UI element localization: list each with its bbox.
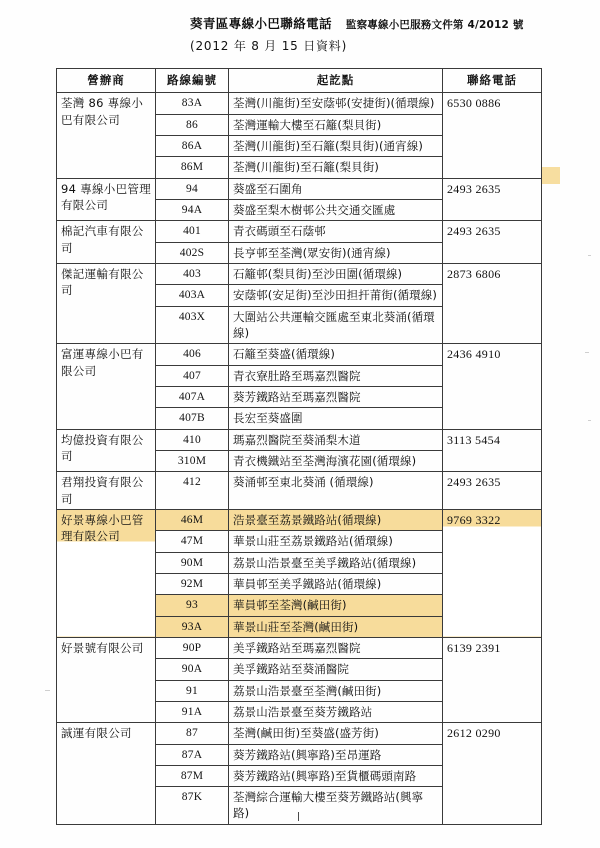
table-row — [57, 637, 542, 658]
origin-destination-cell: 葵盛至梨木樹邨公共交通交匯處 — [229, 199, 443, 220]
origin-destination-cell: 華員邨至美孚鐵路站(循環線) — [229, 573, 443, 594]
table-row — [57, 221, 542, 242]
route-number-cell: 86 — [156, 114, 229, 135]
origin-destination-cell: 荃灣(川龍街)至石籬(梨貝街)(通宵線) — [229, 135, 443, 156]
route-number-cell: 93A — [156, 616, 229, 637]
table-row — [57, 472, 542, 510]
column-header-operator: 營辦商 — [57, 69, 156, 93]
minibus-routes-table — [56, 68, 542, 825]
route-number-cell: 87 — [156, 723, 229, 744]
origin-destination-cell: 葵芳鐵路站(興寧路)至昂運路 — [229, 744, 443, 765]
table-body — [57, 93, 542, 824]
route-number-cell: 403A — [156, 285, 229, 306]
route-number-cell: 403X — [156, 306, 229, 344]
route-number-cell: 94 — [156, 178, 229, 199]
route-number-cell: 407 — [156, 365, 229, 386]
route-number-cell: 92M — [156, 573, 229, 594]
origin-destination-cell: 華景山莊至荃灣(鹹田街) — [229, 616, 443, 637]
route-number-cell: 47M — [156, 531, 229, 552]
route-number-cell: 410 — [156, 429, 229, 450]
operator-cell: 好景專線小巴管理有限公司 — [57, 509, 156, 637]
origin-destination-cell: 華景山莊至荔景鐵路站(循環線) — [229, 531, 443, 552]
telephone-cell: 2493 2635 — [443, 221, 542, 264]
page-footer-tick — [298, 812, 299, 821]
route-number-cell: 403 — [156, 263, 229, 284]
column-header-telephone: 聯絡電話 — [443, 69, 542, 93]
document-heading — [56, 14, 556, 54]
origin-destination-cell: 浩景臺至荔景鐵路站(循環線) — [229, 509, 443, 530]
origin-destination-cell: 荃灣(川龍街)至安蔭邨(安捷街)(循環線) — [229, 93, 443, 114]
origin-destination-cell: 美孚鐵路站至葵涌醫院 — [229, 659, 443, 680]
scan-speck — [588, 255, 591, 256]
origin-destination-cell: 荃灣(鹹田街)至葵盛(盛芳街) — [229, 723, 443, 744]
operator-cell: 傑記運輸有限公司 — [57, 263, 156, 343]
origin-destination-cell: 青衣寮肚路至瑪嘉烈醫院 — [229, 365, 443, 386]
route-number-cell: 87A — [156, 744, 229, 765]
telephone-cell: 9769 3322 — [443, 509, 542, 637]
table-row — [57, 429, 542, 450]
origin-destination-cell: 長宏至葵盛圍 — [229, 408, 443, 429]
scan-speck — [45, 690, 50, 691]
table-row — [57, 344, 542, 365]
column-header-route-no: 路線編號 — [156, 69, 229, 93]
page-title: 葵青區專線小巴聯絡電話 — [190, 16, 332, 31]
operator-cell: 誠運有限公司 — [57, 723, 156, 825]
route-number-cell: 402S — [156, 242, 229, 263]
origin-destination-cell: 荃灣綜合運輸大樓至葵芳鐵路站(興寧路) — [229, 787, 443, 825]
operator-cell: 均億投資有限公司 — [57, 429, 156, 472]
origin-destination-cell: 荔景山浩景臺至美孚鐵路站(循環線) — [229, 552, 443, 573]
route-number-cell: 407A — [156, 386, 229, 407]
route-number-cell: 90M — [156, 552, 229, 573]
origin-destination-cell: 荃灣運輸大樓至石籬(梨貝街) — [229, 114, 443, 135]
column-header-origin: 起訖點 — [229, 69, 443, 93]
route-number-cell: 401 — [156, 221, 229, 242]
route-number-cell: 86M — [156, 157, 229, 178]
origin-destination-cell: 荃灣(川龍街)至石籬(梨貝街) — [229, 157, 443, 178]
telephone-cell: 6139 2391 — [443, 637, 542, 722]
route-number-cell: 87K — [156, 787, 229, 825]
route-number-cell: 94A — [156, 199, 229, 220]
origin-destination-cell: 大圍站公共運輸交匯處至東北葵涌(循環線) — [229, 306, 443, 344]
highlighter-bleed — [542, 167, 560, 184]
route-number-cell: 90P — [156, 637, 229, 658]
route-number-cell: 406 — [156, 344, 229, 365]
table-row — [57, 723, 542, 744]
operator-cell: 棉記汽車有限公司 — [57, 221, 156, 264]
origin-destination-cell: 葵涌邨至東北葵涌 (循環線) — [229, 472, 443, 510]
table-row — [57, 509, 542, 530]
table-header — [57, 69, 542, 93]
telephone-cell: 2436 4910 — [443, 344, 542, 429]
origin-destination-cell: 石籬至葵盛(循環線) — [229, 344, 443, 365]
route-number-cell: 310M — [156, 450, 229, 471]
origin-destination-cell: 葵芳鐵路站(興寧路)至貨櫃碼頭南路 — [229, 765, 443, 786]
origin-destination-cell: 葵盛至石圍角 — [229, 178, 443, 199]
scan-speck — [585, 352, 589, 353]
telephone-cell: 2493 2635 — [443, 472, 542, 510]
route-number-cell: 46M — [156, 509, 229, 530]
heading-primary-line — [56, 14, 556, 32]
routes-table-container — [56, 68, 541, 825]
origin-destination-cell: 長亨邨至荃灣(眾安街)(通宵線) — [229, 242, 443, 263]
origin-destination-cell: 青衣碼頭至石蔭邨 — [229, 221, 443, 242]
origin-destination-cell: 荔景山浩景臺至荃灣(鹹田街) — [229, 680, 443, 701]
document-data-date: (2012 年 8 月 15 日資料) — [190, 39, 348, 53]
route-number-cell: 93 — [156, 595, 229, 616]
table-row — [57, 178, 542, 199]
route-number-cell: 86A — [156, 135, 229, 156]
route-number-cell: 91A — [156, 701, 229, 722]
operator-cell: 好景號有限公司 — [57, 637, 156, 722]
route-number-cell: 91 — [156, 680, 229, 701]
operator-cell: 富運專線小巴有限公司 — [57, 344, 156, 429]
route-number-cell: 412 — [156, 472, 229, 510]
operator-cell: 君翔投資有限公司 — [57, 472, 156, 510]
table-header-row — [57, 69, 542, 93]
origin-destination-cell: 華員邨至荃灣(鹹田街) — [229, 595, 443, 616]
telephone-cell: 6530 0886 — [443, 93, 542, 178]
operator-cell: 94 專線小巴管理有限公司 — [57, 178, 156, 221]
origin-destination-cell: 青衣機鐵站至荃灣海濱花園(循環線) — [229, 450, 443, 471]
route-number-cell: 83A — [156, 93, 229, 114]
operator-cell: 荃灣 86 專線小巴有限公司 — [57, 93, 156, 178]
route-number-cell: 90A — [156, 659, 229, 680]
origin-destination-cell: 石籬邨(梨貝街)至沙田圍(循環線) — [229, 263, 443, 284]
origin-destination-cell: 荔景山浩景臺至葵芳鐵路站 — [229, 701, 443, 722]
origin-destination-cell: 葵芳鐵路站至瑪嘉烈醫院 — [229, 386, 443, 407]
origin-destination-cell: 安蔭邨(安足街)至沙田担扞莆街(循環線) — [229, 285, 443, 306]
table-row — [57, 263, 542, 284]
route-number-cell: 87M — [156, 765, 229, 786]
telephone-cell: 2873 6806 — [443, 263, 542, 343]
origin-destination-cell: 美孚鐵路站至瑪嘉烈醫院 — [229, 637, 443, 658]
table-row — [57, 93, 542, 114]
route-number-cell: 407B — [156, 408, 229, 429]
origin-destination-cell: 瑪嘉烈醫院至葵涌梨木道 — [229, 429, 443, 450]
scan-speck — [588, 420, 591, 421]
telephone-cell: 3113 5454 — [443, 429, 542, 472]
telephone-cell: 2612 0290 — [443, 723, 542, 825]
telephone-cell: 2493 2635 — [443, 178, 542, 221]
document-reference: 監察專線小巴服務文件第 4/2012 號 — [345, 19, 524, 31]
